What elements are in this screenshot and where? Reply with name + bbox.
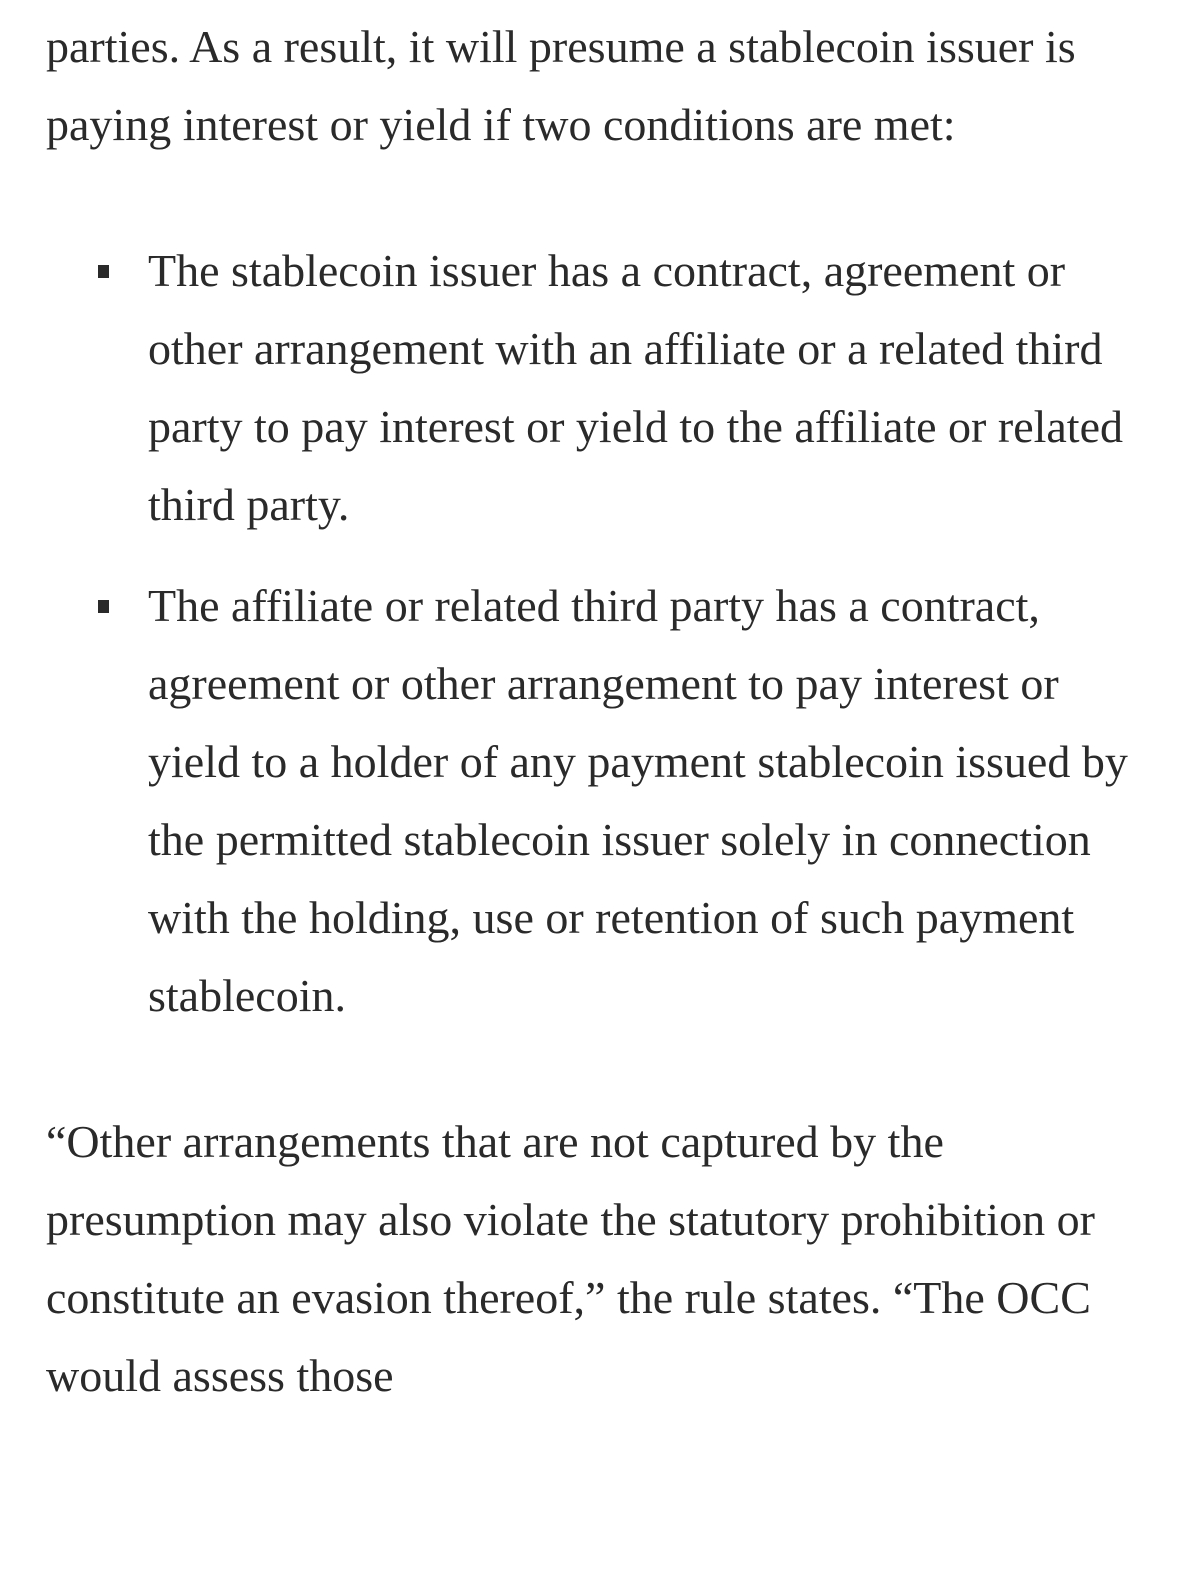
closing-paragraph: “Other arrangements that are not captured by the presumption may also violate the statutory prohibition or constitute an evasion thereof,” the rule states. “The OCC would assess those bbox=[46, 1116, 1095, 1401]
square-bullet-icon bbox=[98, 265, 109, 278]
conditions-list bbox=[46, 232, 1146, 1035]
intro-paragraph: parties. As a result, it will presume a stablecoin issuer is paying interest or yield if two conditions are met: bbox=[46, 21, 1076, 150]
list-item bbox=[46, 232, 1146, 544]
condition-text: The affiliate or related third party has a contract, agreement or other arrangement to pay interest or yield to a holder of any payment stablecoin issued by the permitted stablecoin issuer solely in connection with the holding, use or retention of such payment stablecoin. bbox=[148, 580, 1128, 1021]
condition-text: The stablecoin issuer has a contract, agreement or other arrangement with an affiliate or a related third party to pay interest or yield to the affiliate or related third party. bbox=[148, 245, 1124, 530]
article-body bbox=[46, 0, 1146, 1415]
square-bullet-icon bbox=[98, 600, 109, 613]
list-item bbox=[46, 567, 1146, 1035]
